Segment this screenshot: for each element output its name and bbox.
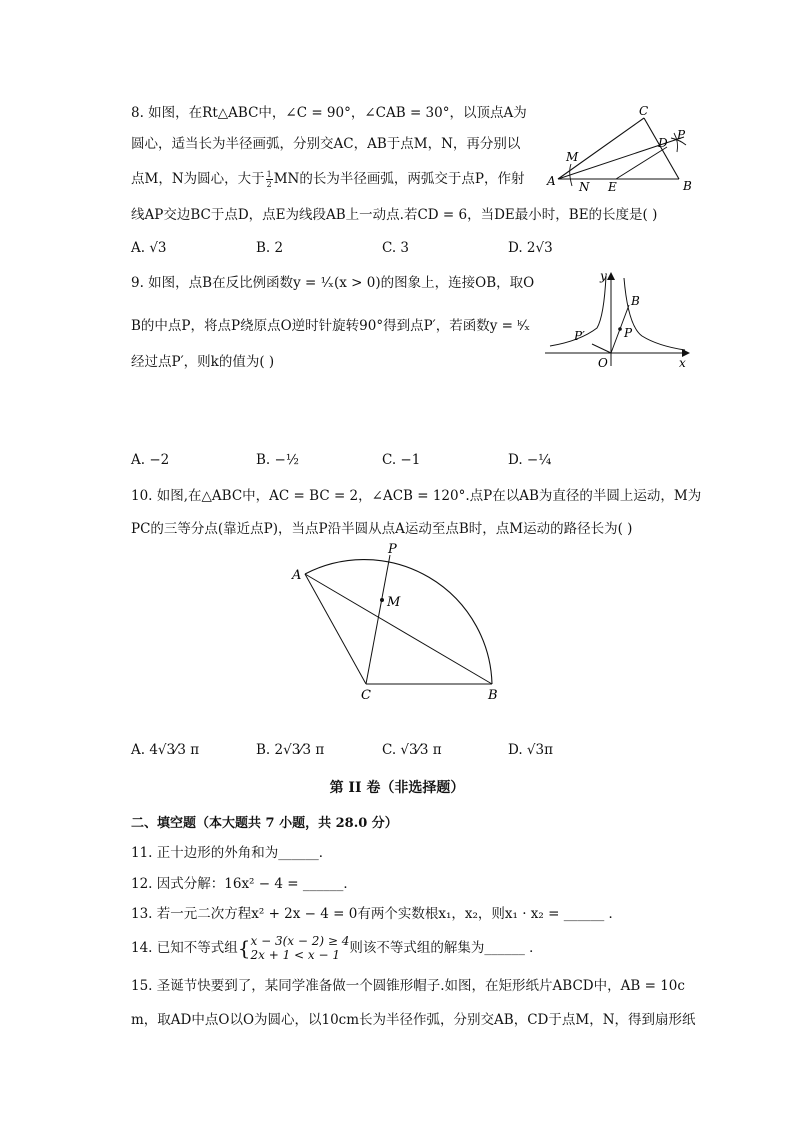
- q10-label-p: P: [388, 542, 397, 557]
- q10-line1: 10. 如图,在△ABC中，AC = BC = 2，∠ACB = 120°.点P在以AB为直径的半圆上运动，M为: [131, 488, 702, 504]
- q12-text: 12. 因式分解：16x² − 4 = ______．: [131, 876, 357, 892]
- q15-line1: 15. 圣诞节快要到了，某同学准备做一个圆锥形帽子.如图，在矩形纸片ABCD中，AB = 10c: [131, 978, 685, 994]
- q15-line2: m，取AD中点O以O为圆心，以10cm长为半径作弧，分别交AB，CD于点M，N，得到扇形纸: [131, 1012, 696, 1028]
- q8-label-b: B: [683, 179, 692, 193]
- q9-option-a[interactable]: A. −2: [131, 452, 170, 468]
- half-fraction: $\frac{1}{2}$: [266, 170, 272, 189]
- q9-hyperbola-figure: [540, 266, 695, 371]
- q8-triangle-figure: [538, 100, 698, 195]
- q9-label-o: O: [598, 356, 608, 370]
- q10-label-b: B: [488, 688, 498, 703]
- q9-label-p: P: [624, 326, 633, 340]
- q8-option-a[interactable]: A. √3: [131, 240, 167, 256]
- q8-label-p: P: [677, 128, 686, 142]
- q8-line3a: 点M，N为圆心，大于: [131, 171, 265, 187]
- q8-line1: 8. 如图，在Rt△ABC中，∠C = 90°，∠CAB = 30°，以顶点A为: [131, 105, 527, 121]
- q8-label-c: C: [639, 104, 649, 118]
- inequality-system: [251, 934, 350, 962]
- q10-semicircle-figure: [286, 538, 506, 706]
- q10-label-c: C: [361, 688, 371, 703]
- q8-label-m: M: [566, 150, 579, 164]
- q9-line1: 9. 如图，点B在反比例函数y = ¹⁄ₓ(x > 0)的图象上，连接OB，取O: [131, 275, 535, 291]
- q8-option-b[interactable]: B. 2: [256, 240, 284, 256]
- q8-label-a: A: [547, 174, 556, 188]
- q8-label-e: E: [608, 180, 617, 194]
- q8-line3b: MN的长为半径画弧，两弧交于点P，作射: [273, 171, 525, 187]
- q8-line4: 线AP交边BC于点D，点E为线段AB上一动点.若CD = 6，当DE最小时，BE的长度是( ): [131, 207, 658, 223]
- inequality-2: 2x + 1 < x − 1: [250, 948, 340, 962]
- q8-line2: 圆心，适当长为半径画弧，分别交AC，AB于点M，N，再分别以: [131, 136, 521, 152]
- q8-option-c[interactable]: C. 3: [382, 240, 410, 256]
- q9-option-d[interactable]: D. −¼: [508, 452, 552, 468]
- q10-option-c[interactable]: C. √3⁄3 π: [382, 742, 442, 758]
- q9-option-c[interactable]: C. −1: [382, 452, 421, 468]
- q10-option-a[interactable]: A. 4√3⁄3 π: [131, 742, 200, 758]
- q10-option-d[interactable]: D. √3π: [508, 742, 553, 758]
- q10-label-m: M: [387, 595, 401, 610]
- q10-line2: PC的三等分点(靠近点P)，当点P沿半圆从点A运动至点B时，点M运动的路径长为( ): [131, 521, 633, 537]
- q9-option-b[interactable]: B. −½: [256, 452, 299, 468]
- q9-label-p-prime: P′: [574, 329, 585, 343]
- section-fill-in-heading: 二、填空题（本大题共 7 小题，共 28.0 分）: [131, 816, 398, 831]
- q14-post: 则该不等式组的解集为______ ．: [349, 940, 543, 956]
- inequality-1: x − 3(x − 2) ≥ 4: [250, 934, 350, 948]
- q10-label-a: A: [292, 568, 302, 583]
- q9-line3: 经过点P′，则k的值为( ): [131, 354, 275, 370]
- q14-pre: 14. 已知不等式组: [131, 940, 238, 956]
- q9-label-y: y: [600, 269, 607, 283]
- q13-text: 13. 若一元二次方程x² + 2x − 4 = 0有两个实数根x₁，x₂，则x₁ · x₂ = ______ ．: [131, 906, 623, 922]
- q8-option-d[interactable]: D. 2√3: [508, 240, 553, 256]
- q10-option-b[interactable]: B. 2√3⁄3 π: [256, 742, 325, 758]
- system-brace: {: [237, 936, 251, 960]
- part2-title: 第 II 卷（非选择题）: [329, 780, 465, 796]
- q8-label-d: D: [658, 136, 668, 150]
- q8-label-n: N: [579, 180, 590, 194]
- q14-text: [131, 933, 543, 969]
- q8-line3: [131, 169, 524, 189]
- q9-label-x: x: [679, 356, 686, 370]
- q9-label-b: B: [631, 294, 640, 308]
- q9-line2: B的中点P，将点P绕原点O逆时针旋转90°得到点P′，若函数y = ᵏ⁄ₓ: [131, 318, 531, 334]
- q11-text: 11. 正十边形的外角和为______．: [131, 845, 333, 861]
